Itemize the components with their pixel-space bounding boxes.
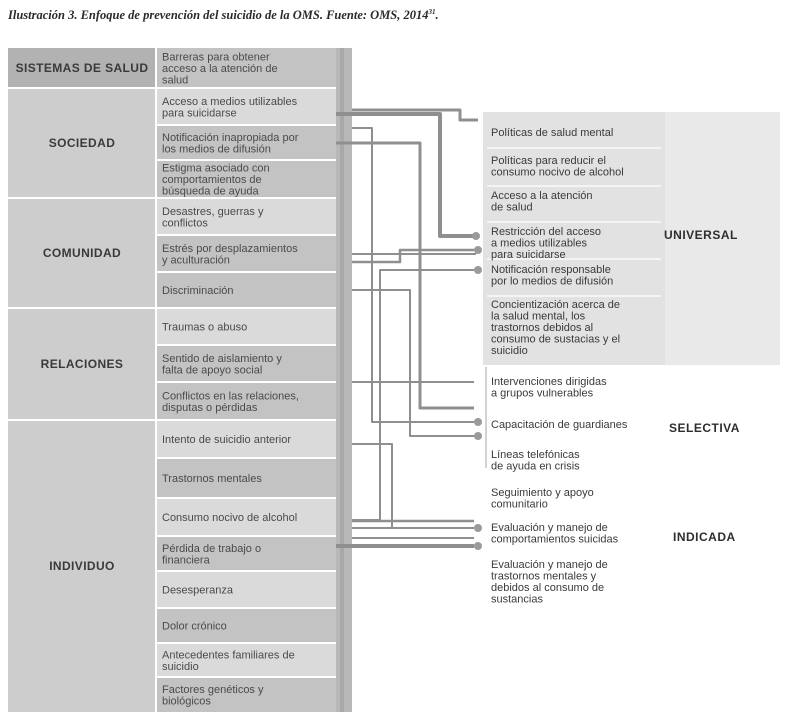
- intervention-label-line: la salud mental, los: [491, 310, 586, 323]
- intervention-label-line: sustancias: [491, 593, 543, 606]
- intervention-label-line: por lo medios de difusión: [491, 275, 614, 288]
- connector-endpoint: [474, 524, 482, 532]
- intervention-label-line: consumo nocivo de alcohol: [491, 166, 624, 179]
- risk-factor-label-line: falta de apoyo social: [162, 364, 263, 377]
- intervention-label-line: consumo de sustacias y el: [491, 333, 621, 346]
- risk-factor-label-line: Factores genéticos y: [162, 683, 264, 696]
- risk-factor-label-line: Estigma asociado con: [162, 162, 270, 175]
- risk-factor-label-line: Sentido de aislamiento y: [162, 352, 282, 365]
- risk-factor-label: [162, 512, 297, 524]
- risk-factor-label-line: Pérdida de trabajo o: [162, 542, 262, 555]
- risk-factor-label-line: conflictos: [162, 217, 208, 230]
- risk-factor-label: [162, 322, 247, 334]
- connector-line: [352, 444, 474, 528]
- risk-factor-label-line: Barreras para obtener: [162, 51, 270, 64]
- category-label: INDIVIDUO: [49, 559, 115, 573]
- category-label: RELACIONES: [40, 357, 124, 371]
- intervention-label-line: Acceso a la atención: [491, 190, 593, 202]
- risk-factor-label-line: acceso a la atención de: [162, 63, 278, 75]
- intervention-label-line: a medios utilizables: [491, 237, 587, 250]
- connector-line: [336, 114, 474, 236]
- risk-factor-label-line: financiera: [162, 554, 210, 567]
- intervention-label-line: Concientización acerca de: [491, 299, 621, 311]
- level-label: INDICADA: [673, 530, 736, 544]
- risk-factor-label-line: Antecedentes familiares de: [162, 649, 295, 662]
- connector-endpoint: [474, 266, 482, 274]
- risk-factor-label-line: suicidio: [162, 660, 199, 673]
- intervention-label: [491, 419, 628, 431]
- intervention-label-line: suicidio: [491, 345, 528, 357]
- figure-caption: Ilustración 3. Enfoque de prevención del suicidio de la OMS. Fuente: OMS, 2014$^{31}$.: [8, 8, 439, 23]
- category-label: COMUNIDAD: [42, 246, 122, 260]
- risk-factor-label-line: y aculturación: [162, 254, 230, 267]
- level-label: UNIVERSAL: [664, 228, 738, 242]
- connector-endpoint: [474, 418, 482, 426]
- intervention-label: [491, 559, 608, 606]
- intervention-label: [491, 522, 619, 546]
- connector-endpoint: [474, 246, 482, 254]
- risk-factor-label-line: Desastres, guerras y: [162, 205, 264, 218]
- connector-endpoint: [474, 432, 482, 440]
- risk-factor-label-line: para suicidarse: [162, 107, 237, 120]
- risk-factor-label-line: Traumas o abuso: [162, 321, 248, 334]
- risk-factor-label-line: Trastornos mentales: [162, 473, 262, 485]
- intervention-label-line: Intervenciones dirigidas: [491, 376, 607, 388]
- intervention-label: [491, 487, 594, 511]
- risk-factor-label: [162, 473, 262, 485]
- intervention-label-line: Políticas para reducir el: [491, 155, 606, 167]
- risk-factor-label-line: Desesperanza: [162, 584, 233, 597]
- intervention-label: [491, 155, 624, 179]
- risk-factor-label-line: Discriminación: [162, 285, 234, 297]
- intervention-label-line: trastornos mentales y: [491, 570, 597, 583]
- connector-line: [352, 250, 474, 262]
- caption-text: Ilustración 3. Enfoque de prevención del suicidio de la OMS. Fuente: OMS, 2014: [8, 8, 429, 23]
- intervention-label-line: Seguimiento y apoyo: [491, 487, 594, 499]
- category-label: SOCIEDAD: [48, 136, 116, 150]
- category-label: SISTEMAS DE SALUD: [15, 61, 149, 75]
- connector-line: [352, 128, 474, 422]
- vertical-bar-shade: [340, 48, 344, 712]
- intervention-label-line: Evaluación y manejo de: [491, 522, 608, 534]
- risk-factor-label-line: Notificación inapropiada por: [162, 131, 299, 144]
- risk-factor-label-line: búsqueda de ayuda: [162, 185, 259, 198]
- intervention-label: [491, 449, 580, 473]
- intervention-label-line: de salud: [491, 201, 533, 214]
- intervention-label-line: Capacitación de guardianes: [491, 419, 628, 431]
- risk-factor-label-line: salud: [162, 74, 189, 87]
- intervention-label: [491, 127, 613, 139]
- risk-factor-label-line: Consumo nocivo de alcohol: [162, 512, 298, 524]
- risk-factor-label-line: Dolor crónico: [162, 620, 227, 633]
- connector-line: [352, 290, 474, 436]
- risk-factor-label-line: los medios de difusión: [162, 143, 271, 156]
- risk-factor-label-line: Acceso a medios utilizables: [162, 95, 298, 108]
- risk-factor-label-line: disputas o pérdidas: [162, 401, 258, 414]
- connector-line: [336, 143, 474, 408]
- risk-factor-label: [162, 434, 291, 446]
- intervention-label-line: Evaluación y manejo de: [491, 559, 608, 571]
- intervention-label-line: trastornos debidos al: [491, 322, 594, 334]
- intervention-label: [491, 376, 607, 400]
- risk-factor-label: [162, 585, 234, 597]
- connector-endpoint: [474, 542, 482, 550]
- connector-lines: [336, 110, 482, 550]
- intervention-label-line: de ayuda en crisis: [491, 460, 580, 473]
- risk-factor-label: [162, 163, 270, 198]
- level-label: SELECTIVA: [669, 421, 740, 435]
- risk-factor-label-line: comportamientos de: [162, 174, 262, 186]
- intervention-label-line: Notificación responsable: [491, 264, 611, 276]
- risk-factor-label-line: biológicos: [162, 695, 211, 708]
- risk-factor-label-line: Intento de suicidio anterior: [162, 434, 292, 446]
- connector-endpoint: [472, 232, 480, 240]
- risk-factor-label: [162, 621, 227, 633]
- intervention-label: [491, 264, 613, 288]
- intervention-label-line: comportamientos suicidas: [491, 533, 619, 546]
- caption-reference: 31: [428, 8, 436, 16]
- intervention-label-line: para suicidarse: [491, 249, 566, 261]
- connector-line: [352, 270, 474, 520]
- intervention-label-line: Políticas de salud mental: [491, 127, 614, 139]
- intervention-label-line: a grupos vulnerables: [491, 387, 594, 400]
- risk-factor-label-line: Conflictos en las relaciones,: [162, 390, 299, 403]
- risk-factor-label-line: Estrés por desplazamientos: [162, 242, 298, 255]
- intervention-label-line: comunitario: [491, 498, 548, 511]
- risk-factor-label: [162, 285, 234, 297]
- intervention-label-line: Líneas telefónicas: [491, 449, 580, 461]
- intervention-label-line: debidos al consumo de: [491, 582, 605, 594]
- intervention-label-line: Restricción del acceso: [491, 226, 602, 238]
